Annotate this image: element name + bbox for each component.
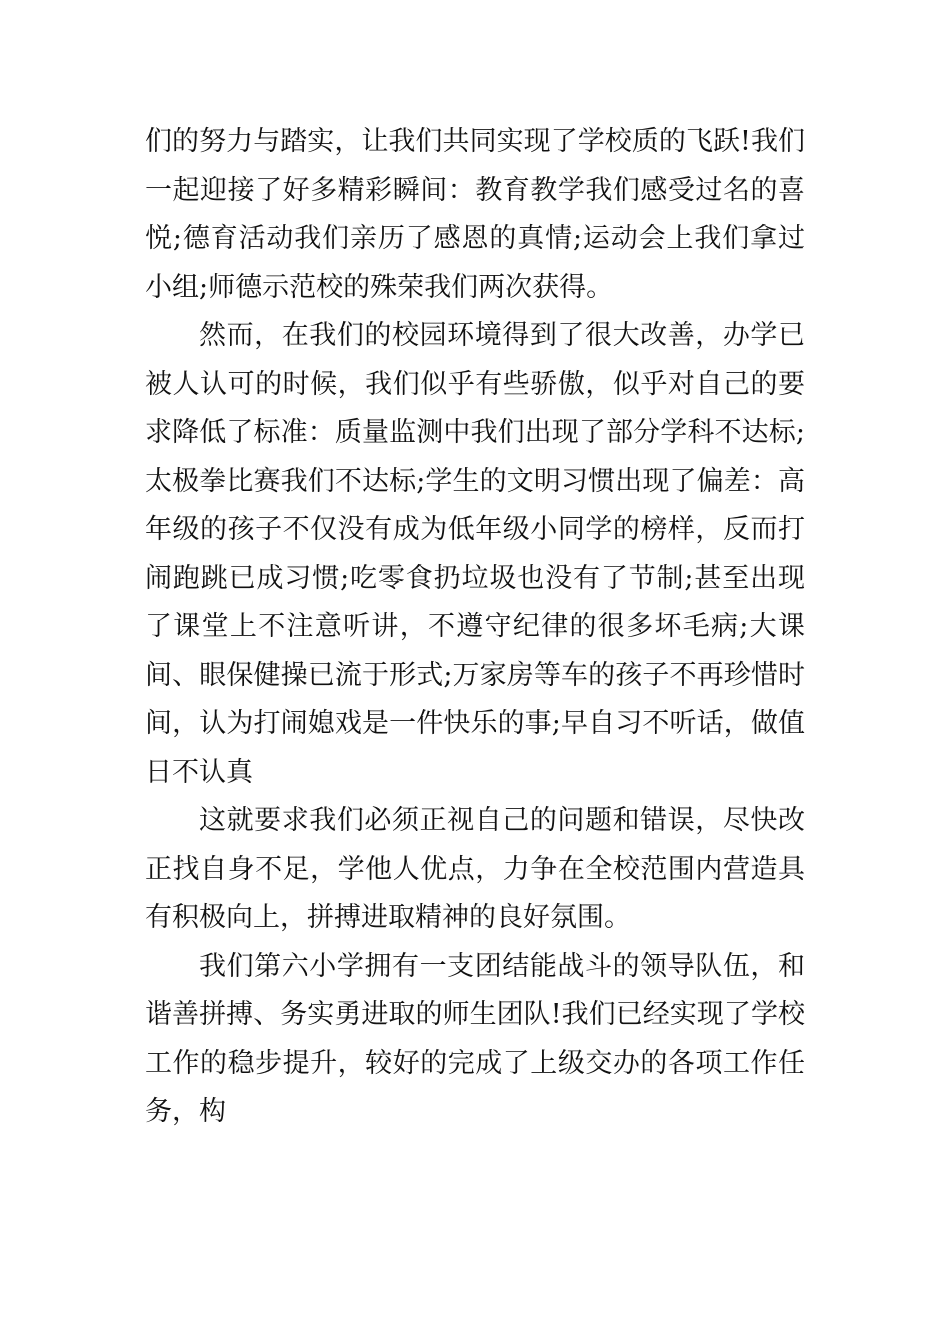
paragraph: 我们第六小学拥有一支团结能战斗的领导队伍，和谐善拼搏、务实勇进取的师生团队!我们已经实现了学校工作的稳步提升，较好的完成了上级交办的各项工作任务，构 [145,950,805,1127]
paragraph: 这就要求我们必须正视自己的问题和错误，尽快改正找自身不足，学他人优点，力争在全校范围内营造具有积极向上，拼搏进取精神的良好氛围。 [145,805,805,933]
paragraph-continuation: 们的努力与踏实，让我们共同实现了学校质的飞跃!我们一起迎接了好多精彩瞬间：教育教学我们感受过名的喜悦;德育活动我们亲历了感恩的真情;运动会上我们拿过小组;师德示范校的殊荣我们两次获得。 [145,126,805,303]
paragraph: 然而，在我们的校园环境得到了很大改善，办学已被人认可的时候，我们似乎有些骄傲，似乎对自己的要求降低了标准：质量监测中我们出现了部分学科不达标;太极拳比赛我们不达标;学生的文明习惯出现了偏差：高年级的孩子不仅没有成为低年级小同学的榜样，反而打闹跑跳已成习惯;吃零食扔垃圾也没有了节制;甚至出现了课堂上不注意听讲，不遵守纪律的很多坏毛病;大课间、眼保健操已流于形式;万家房等车的孩子不再珍惜时间，认为打闹媳戏是一件快乐的事;早自习不听话，做值日不认真 [145,320,805,788]
document-body [145,118,805,1137]
